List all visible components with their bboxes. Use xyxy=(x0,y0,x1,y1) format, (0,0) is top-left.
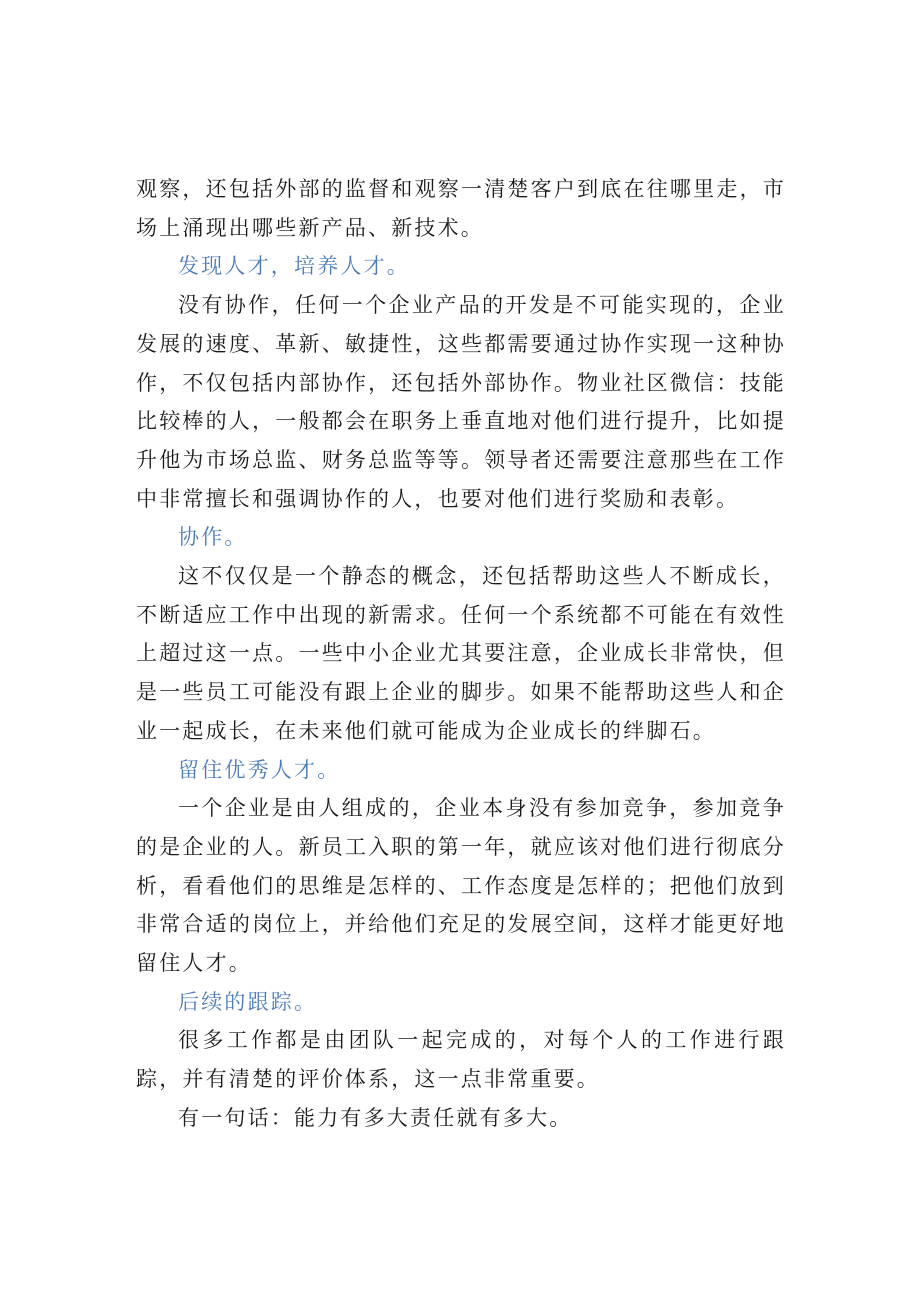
paragraph: 观察，还包括外部的监督和观察一清楚客户到底在往哪里走，市场上涌现出哪些新产品、新技术。 xyxy=(136,177,786,240)
section-heading: 发现人才，培养人才。 xyxy=(178,254,410,279)
paragraph: 有一句话：能力有多大责任就有多大。 xyxy=(178,1105,573,1130)
paragraph: 没有协作，任何一个企业产品的开发是不可能实现的，企业发展的速度、革新、敏捷性，这些都需要通过协作实现一这种协作，不仅包括内部协作，还包括外部协作。物业社区微信：技能比较棒的人，一般都会在职务上垂直地对他们进行提升，比如提升他为市场总监、财务总监等等。领导者还需要注意那些在工作中非常擅长和强调协作的人，也要对他们进行奖励和表彰。 xyxy=(136,293,786,511)
section-heading: 后续的跟踪。 xyxy=(178,989,318,1014)
section-heading: 协作。 xyxy=(178,525,248,550)
paragraph: 一个企业是由人组成的，企业本身没有参加竞争，参加竞争的是企业的人。新员工入职的第一年，就应该对他们进行彻底分析，看看他们的思维是怎样的、工作态度是怎样的；把他们放到非常合适的岗位上，并给他们充足的发展空间，这样才能更好地留住人才。 xyxy=(136,796,786,976)
paragraph: 这不仅仅是一个静态的概念，还包括帮助这些人不断成长，不断适应工作中出现的新需求。任何一个系统都不可能在有效性上超过这一点。一些中小企业尤其要注意，企业成长非常快，但是一些员工可能没有跟上企业的脚步。如果不能帮助这些人和企业一起成长，在未来他们就可能成为企业成长的绊脚石。 xyxy=(136,564,786,743)
document-body xyxy=(136,170,786,1138)
paragraph: 很多工作都是由团队一起完成的，对每个人的工作进行跟踪，并有清楚的评价体系，这一点非常重要。 xyxy=(136,1028,786,1092)
section-heading: 留住优秀人才。 xyxy=(178,757,341,782)
